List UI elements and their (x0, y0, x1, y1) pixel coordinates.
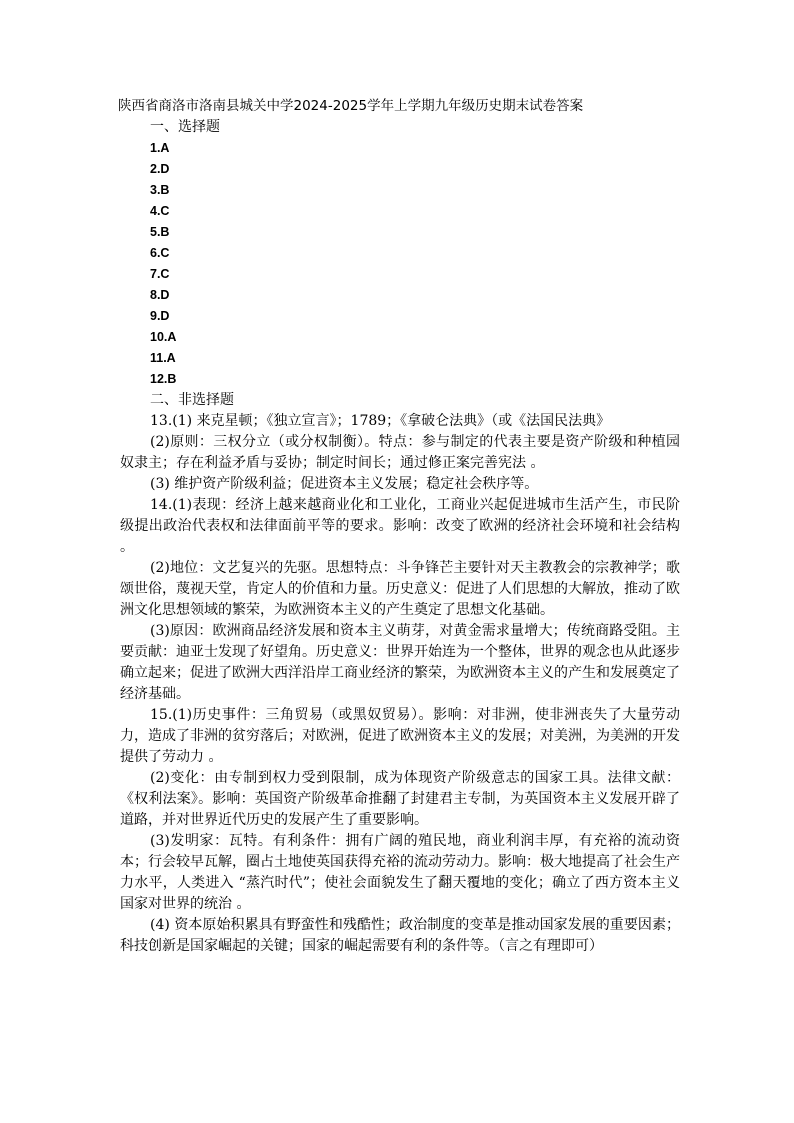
nonchoice-answers (120, 411, 680, 957)
choice-answer: 4.C (150, 204, 170, 218)
choice-answer-list (120, 138, 680, 390)
answer-paragraph: (2)变化：由专制到权力受到限制，成为体现资产阶级意志的国家工具。法律文献：《权利法案》。影响：英国资产阶级革命推翻了封建君主专制，为英国资本主义发展开辟了道路，并对世界近代历史的发展产生了重要影响。 (120, 770, 680, 828)
answer-paragraph: (2)地位：文艺复兴的先驱。思想特点：斗争锋芒主要针对天主教教会的宗教神学；歌颂世俗，蔑视天堂，肯定人的价值和力量。历史意义：促进了人们思想的大解放，推动了欧洲文化思想领域的繁荣，为欧洲资本主义的产生奠定了思想文化基础。 (120, 560, 680, 618)
answer-paragraph: 15.(1)历史事件：三角贸易（或黑奴贸易）。影响：对非洲，使非洲丧失了大量劳动力，造成了非洲的贫穷落后；对欧洲，促进了欧洲资本主义的发展；对美洲，为美洲的开发提供了劳动力 。 (120, 707, 680, 765)
answer-paragraph: (3)原因：欧洲商品经济发展和资本主义萌芽，对黄金需求量增大；传统商路受阻。主要贡献：迪亚士发现了好望角。历史意义：世界开始连为一个整体，世界的观念也从此逐步确立起来；促进了欧洲大西洋沿岸工商业经济的繁荣，为欧洲资本主义的产生和发展奠定了经济基础。 (120, 623, 680, 702)
choice-answer: 9.D (150, 309, 170, 323)
choice-answer: 11.A (150, 351, 176, 365)
answer-paragraph: 13.(1) 来克星顿；《独立宣言》；1789；《拿破仑法典》（或《法国民法典》 (150, 413, 611, 429)
answer-document (120, 96, 680, 957)
choice-answer: 10.A (150, 330, 177, 344)
answer-paragraph: (2)原则：三权分立（或分权制衡）。特点：参与制定的代表主要是资产阶级和种植园奴隶主；存在利益矛盾与妥协；制定时间长；通过修正案完善宪法 。 (120, 434, 680, 471)
choice-answer: 5.B (150, 225, 170, 239)
choice-answer: 3.B (150, 183, 170, 197)
choice-answer: 7.C (150, 267, 170, 281)
choice-answer: 2.D (150, 162, 170, 176)
answer-paragraph: (3) 维护资产阶级利益；促进资本主义发展；稳定社会秩序等。 (150, 476, 539, 492)
section-heading-choice: 一、选择题 (150, 119, 220, 135)
section-heading-nonchoice: 二、非选择题 (150, 392, 234, 408)
choice-answer: 12.B (150, 372, 177, 386)
document-title: 陕西省商洛市洛南县城关中学2024-2025学年上学期九年级历史期末试卷答案 (118, 98, 584, 114)
answer-paragraph: (3)发明家：瓦特。有利条件：拥有广阔的殖民地，商业利润丰厚，有充裕的流动资本；行会较早瓦解，圈占土地使英国获得充裕的流动劳动力。影响：极大地提高了社会生产力水平，人类进入 “蒸汽时代”；使社会面貌发生了翻天覆地的变化；确立了西方资本主义国家对世界的统治 。 (120, 833, 680, 912)
answer-paragraph: (4) 资本原始积累具有野蛮性和残酷性；政治制度的变革是推动国家发展的重要因素；科技创新是国家崛起的关键；国家的崛起需要有利的条件等。（言之有理即可） (120, 917, 680, 954)
answer-paragraph: 14.(1)表现：经济上越来越商业化和工业化，工商业兴起促进城市生活产生，市民阶级提出政治代表权和法律面前平等的要求。影响：改变了欧洲的经济社会环境和社会结构 。 (120, 497, 680, 555)
choice-answer: 1.A (150, 141, 170, 155)
choice-answer: 6.C (150, 246, 170, 260)
choice-answer: 8.D (150, 288, 170, 302)
